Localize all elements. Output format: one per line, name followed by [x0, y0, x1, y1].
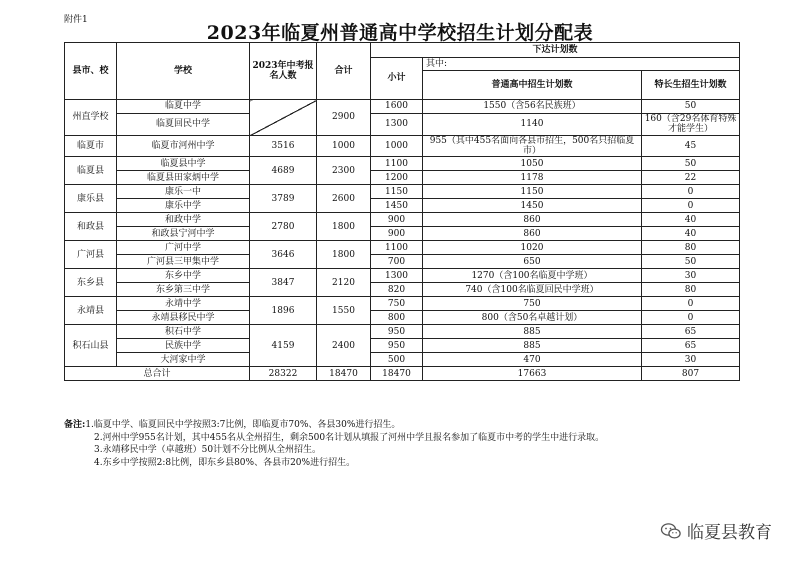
special-plan-cell: 40 — [642, 213, 740, 227]
regular-plan-cell: 470 — [423, 353, 642, 367]
special-plan-cell: 0 — [642, 297, 740, 311]
regular-plan-cell: 860 — [423, 213, 642, 227]
table-row — [65, 100, 740, 114]
totals-row — [65, 367, 740, 381]
special-plan-cell: 50 — [642, 157, 740, 171]
total-cell: 2600 — [317, 185, 371, 213]
regular-plan-cell: 885 — [423, 339, 642, 353]
total-cell: 2120 — [317, 269, 371, 297]
total-cell: 2900 — [317, 100, 371, 136]
special-plan-cell: 30 — [642, 269, 740, 283]
special-plan-cell: 45 — [642, 135, 740, 157]
regular-plan-cell: 860 — [423, 227, 642, 241]
school-cell: 和政中学 — [117, 213, 250, 227]
regular-plan-cell: 1140 — [423, 114, 642, 136]
note-3: 3.永靖移民中学（卓越班）50计划不分比例从全州招生。 — [94, 445, 322, 456]
subtotal-cell: 900 — [371, 227, 423, 241]
county-cell: 康乐县 — [65, 185, 117, 213]
applicants-cell: 2780 — [250, 213, 317, 241]
school-cell: 大河家中学 — [117, 353, 250, 367]
watermark-text: 临夏县教育 — [687, 523, 772, 543]
school-cell: 民族中学 — [117, 339, 250, 353]
header-applicants: 2023年中考报名人数 — [250, 43, 317, 100]
special-plan-cell: 80 — [642, 241, 740, 255]
subtotal-cell: 1600 — [371, 100, 423, 114]
applicants-cell: 3516 — [250, 135, 317, 157]
notes-section — [64, 419, 744, 469]
table-row — [65, 185, 740, 199]
totals-applicants: 28322 — [250, 367, 317, 381]
school-cell: 永靖中学 — [117, 297, 250, 311]
applicants-cell: 3847 — [250, 269, 317, 297]
subtotal-cell: 1300 — [371, 114, 423, 136]
table-row — [65, 269, 740, 283]
total-cell: 1800 — [317, 241, 371, 269]
totals-subtotal: 18470 — [371, 367, 423, 381]
regular-plan-cell: 740（含100名临夏回民中学班） — [423, 283, 642, 297]
county-cell: 积石山县 — [65, 325, 117, 367]
table-row — [65, 339, 740, 353]
regular-plan-cell: 1150 — [423, 185, 642, 199]
special-plan-cell: 80 — [642, 283, 740, 297]
subtotal-cell: 1450 — [371, 199, 423, 213]
school-cell: 广河中学 — [117, 241, 250, 255]
regular-plan-cell: 800（含50名卓越计划） — [423, 311, 642, 325]
school-cell: 和政县宁河中学 — [117, 227, 250, 241]
regular-plan-cell: 1050 — [423, 157, 642, 171]
table-row — [65, 353, 740, 367]
special-plan-cell: 50 — [642, 255, 740, 269]
school-cell: 广河县三甲集中学 — [117, 255, 250, 269]
special-plan-cell: 0 — [642, 185, 740, 199]
page-title: 2023年临夏州普通高中学校招生计划分配表 — [206, 22, 594, 44]
totals-label: 总合计 — [65, 367, 250, 381]
wechat-icon — [660, 522, 682, 540]
total-cell: 2400 — [317, 325, 371, 367]
notes-label: 备注: — [64, 420, 86, 430]
note-4: 4.东乡中学按照2:8比例，即东乡县80%、各县市20%进行招生。 — [94, 457, 356, 468]
enrollment-plan-table — [64, 42, 740, 381]
applicants-cell: 3646 — [250, 241, 317, 269]
table-row — [65, 114, 740, 136]
county-cell: 临夏县 — [65, 157, 117, 185]
table-row — [65, 255, 740, 269]
table-row — [65, 297, 740, 311]
applicants-cell: 1896 — [250, 297, 317, 325]
subtotal-cell: 820 — [371, 283, 423, 297]
school-cell: 临夏县中学 — [117, 157, 250, 171]
header-plan-group: 下达计划数 — [371, 43, 740, 58]
total-cell: 2300 — [317, 157, 371, 185]
table-row — [65, 283, 740, 297]
table-row — [65, 171, 740, 185]
subtotal-cell: 1300 — [371, 269, 423, 283]
header-among: 其中: — [423, 58, 740, 71]
table-row — [65, 227, 740, 241]
county-cell: 永靖县 — [65, 297, 117, 325]
special-plan-cell: 65 — [642, 325, 740, 339]
totals-total: 18470 — [317, 367, 371, 381]
special-plan-cell: 160（含29名体育特殊才能学生） — [642, 114, 740, 136]
school-cell: 临夏市河州中学 — [117, 135, 250, 157]
total-cell: 1000 — [317, 135, 371, 157]
subtotal-cell: 750 — [371, 297, 423, 311]
school-cell: 东乡中学 — [117, 269, 250, 283]
special-plan-cell: 22 — [642, 171, 740, 185]
table-row — [65, 135, 740, 157]
table-row — [65, 241, 740, 255]
subtotal-cell: 1100 — [371, 241, 423, 255]
special-plan-cell: 65 — [642, 339, 740, 353]
header-subtotal: 小计 — [371, 58, 423, 100]
header-school: 学校 — [117, 43, 250, 100]
subtotal-cell: 1100 — [371, 157, 423, 171]
regular-plan-cell: 650 — [423, 255, 642, 269]
subtotal-cell: 1150 — [371, 185, 423, 199]
subtotal-cell: 800 — [371, 311, 423, 325]
regular-plan-cell: 1178 — [423, 171, 642, 185]
regular-plan-cell: 1450 — [423, 199, 642, 213]
special-plan-cell: 0 — [642, 199, 740, 213]
total-cell: 1550 — [317, 297, 371, 325]
note-2: 2.河州中学955名计划，其中455名从全州招生，剩余500名计划从填报了河州中学且报名参加了临夏市中考的学生中进行录取。 — [94, 432, 605, 443]
school-cell: 康乐中学 — [117, 199, 250, 213]
watermark — [660, 518, 772, 543]
regular-plan-cell: 750 — [423, 297, 642, 311]
subtotal-cell: 900 — [371, 213, 423, 227]
school-cell: 临夏中学 — [117, 100, 250, 114]
county-cell: 临夏市 — [65, 135, 117, 157]
table-row — [65, 325, 740, 339]
subtotal-cell: 950 — [371, 339, 423, 353]
header-special: 特长生招生计划数 — [642, 71, 740, 100]
subtotal-cell: 1000 — [371, 135, 423, 157]
regular-plan-cell: 955（其中455名面向各县市招生，500名只招临夏市） — [423, 135, 642, 157]
special-plan-cell: 0 — [642, 311, 740, 325]
table-row — [65, 157, 740, 171]
subtotal-cell: 950 — [371, 325, 423, 339]
attachment-label: 附件1 — [64, 15, 88, 25]
special-plan-cell: 50 — [642, 100, 740, 114]
special-plan-cell: 30 — [642, 353, 740, 367]
regular-plan-cell: 1270（含100名临夏中学班） — [423, 269, 642, 283]
subtotal-cell: 700 — [371, 255, 423, 269]
header-regular: 普通高中招生计划数 — [423, 71, 642, 100]
county-cell: 和政县 — [65, 213, 117, 241]
table-body — [65, 100, 740, 367]
school-cell: 临夏回民中学 — [117, 114, 250, 136]
county-cell: 州直学校 — [65, 100, 117, 136]
applicants-cell — [250, 100, 317, 136]
school-cell: 康乐一中 — [117, 185, 250, 199]
county-cell: 广河县 — [65, 241, 117, 269]
special-plan-cell: 40 — [642, 227, 740, 241]
header-county: 县市、校 — [65, 43, 117, 100]
subtotal-cell: 500 — [371, 353, 423, 367]
table-row — [65, 213, 740, 227]
note-1: 备注:1.临夏中学、临夏回民中学按照3:7比例，即临夏市70%、各县30%进行招生。 — [64, 420, 401, 430]
table-row — [65, 311, 740, 325]
regular-plan-cell: 885 — [423, 325, 642, 339]
regular-plan-cell: 1550（含56名民族班） — [423, 100, 642, 114]
regular-plan-cell: 1020 — [423, 241, 642, 255]
school-cell: 积石中学 — [117, 325, 250, 339]
total-cell: 1800 — [317, 213, 371, 241]
applicants-cell: 3789 — [250, 185, 317, 213]
county-cell: 东乡县 — [65, 269, 117, 297]
school-cell: 临夏县田家炳中学 — [117, 171, 250, 185]
applicants-cell: 4159 — [250, 325, 317, 367]
totals-special: 807 — [642, 367, 740, 381]
school-cell: 永靖县移民中学 — [117, 311, 250, 325]
totals-regular: 17663 — [423, 367, 642, 381]
subtotal-cell: 1200 — [371, 171, 423, 185]
applicants-cell: 4689 — [250, 157, 317, 185]
header-total: 合计 — [317, 43, 371, 100]
table-row — [65, 199, 740, 213]
school-cell: 东乡第三中学 — [117, 283, 250, 297]
